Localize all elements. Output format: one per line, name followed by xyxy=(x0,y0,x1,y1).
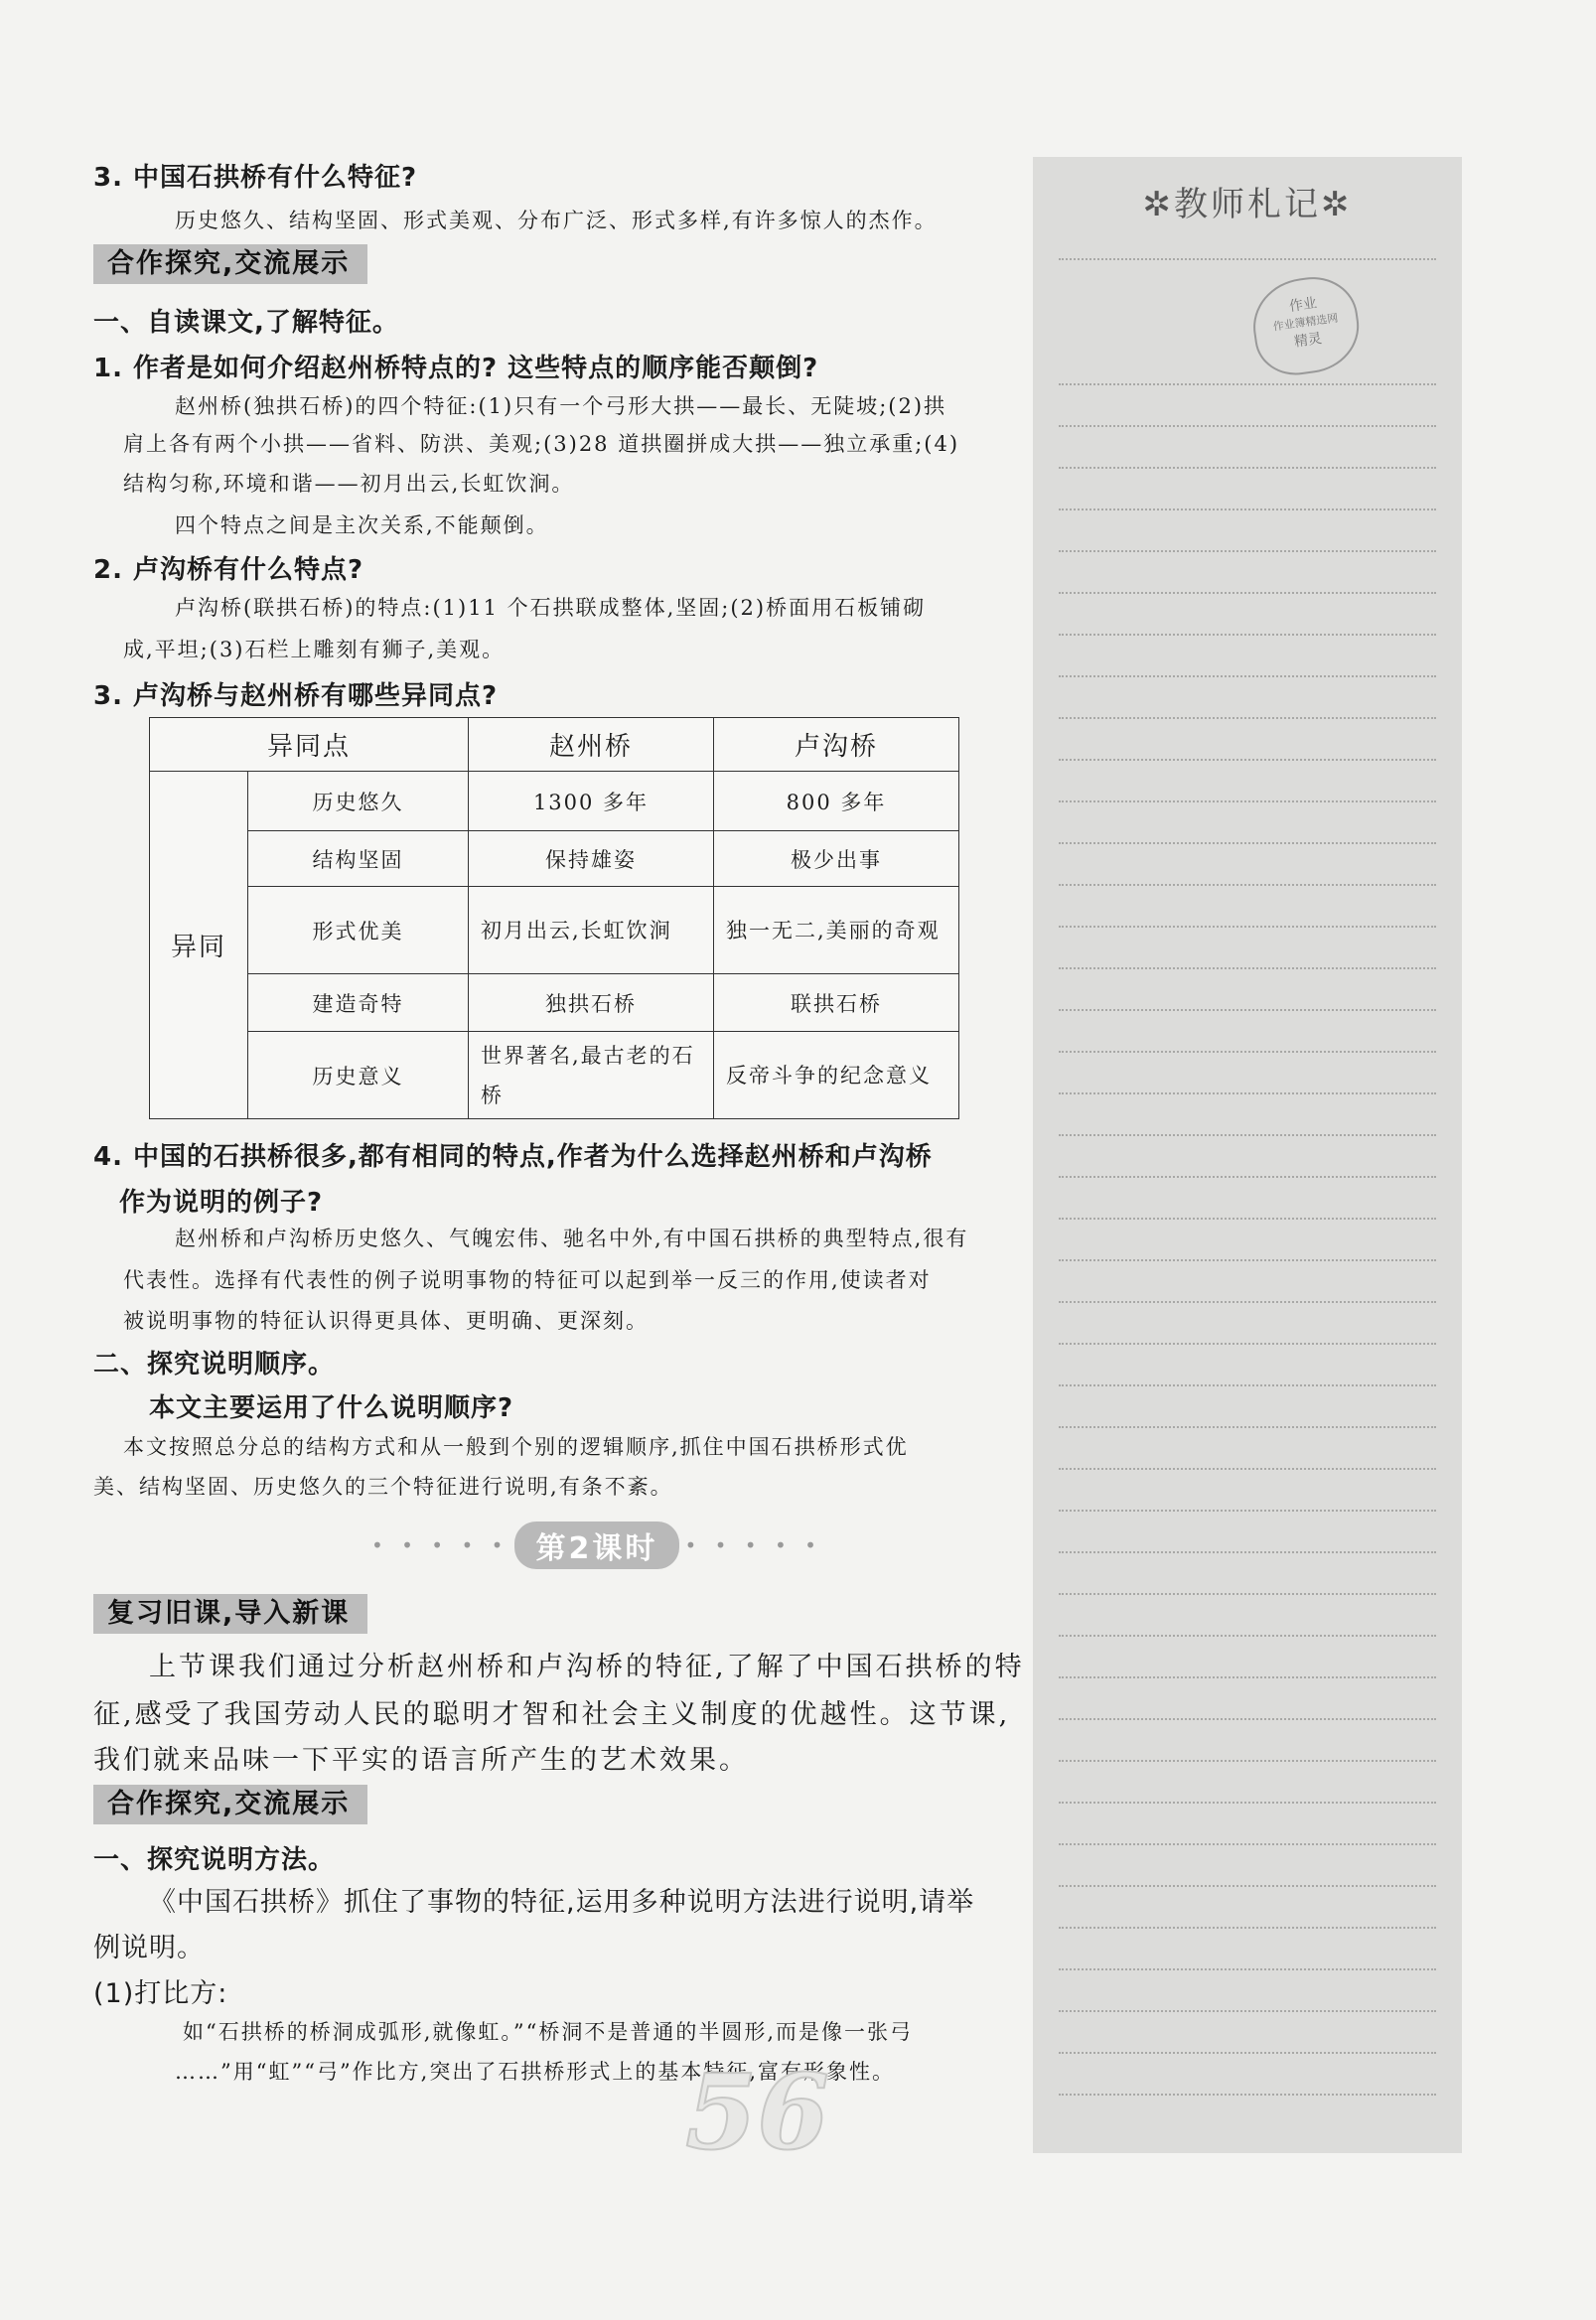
table-row xyxy=(150,772,959,831)
note-line xyxy=(1059,1968,1436,1970)
page-number: 56 xyxy=(685,2051,829,2173)
table-cell: 800 多年 xyxy=(714,772,959,831)
note-line xyxy=(1059,2094,1436,2096)
subquestion-3-title: 3. 卢沟桥与赵州桥有哪些异同点? xyxy=(93,681,499,711)
divider-dots: • • • • • xyxy=(371,1533,509,1557)
teacher-notes-panel xyxy=(1033,157,1462,2153)
subquestion-4-title: 4. 中国的石拱桥很多,都有相同的特点,作者为什么选择赵州桥和卢沟桥 xyxy=(93,1142,933,1172)
note-line xyxy=(1059,884,1436,886)
note-line xyxy=(1059,1134,1436,1136)
answer-line: 代表性。选择有代表性的例子说明事物的特征可以起到举一反三的作用,使读者对 xyxy=(123,1268,932,1292)
comparison-table xyxy=(149,717,959,1119)
review-line: 我们就来品味一下平实的语言所产生的艺术效果。 xyxy=(93,1745,749,1776)
note-line xyxy=(1059,800,1436,802)
note-line xyxy=(1059,1009,1436,1011)
note-line xyxy=(1059,634,1436,636)
note-line xyxy=(1059,2052,1436,2054)
subquestion-2-title: 2. 卢沟桥有什么特点? xyxy=(93,555,364,585)
table-cell: 1300 多年 xyxy=(469,772,714,831)
note-line xyxy=(1059,926,1436,928)
table-cell: 建造奇特 xyxy=(248,974,469,1032)
section-banner-cooperate: 合作探究,交流展示 xyxy=(93,244,367,284)
note-line xyxy=(1059,1635,1436,1637)
note-line xyxy=(1059,508,1436,510)
table-cell: 独一无二,美丽的奇观 xyxy=(714,887,959,974)
note-line xyxy=(1059,1176,1436,1178)
note-line xyxy=(1059,425,1436,427)
divider-dots: • • • • • xyxy=(684,1533,822,1557)
note-line xyxy=(1059,1051,1436,1053)
note-line xyxy=(1059,1218,1436,1220)
review-line: 上节课我们通过分析赵州桥和卢沟桥的特征,了解了中国石拱桥的特 xyxy=(149,1652,1025,1682)
note-line xyxy=(1059,383,1436,385)
note-line xyxy=(1059,717,1436,719)
table-header: 赵州桥 xyxy=(469,718,714,772)
note-line xyxy=(1059,258,1436,260)
note-line xyxy=(1059,550,1436,552)
subquestion-4-title-cont: 作为说明的例子? xyxy=(119,1188,324,1218)
note-line xyxy=(1059,1760,1436,1762)
answer-line: 卢沟桥(联拱石桥)的特点:(1)11 个石拱联成整体,坚固;(2)桥面用石板铺砌 xyxy=(175,596,927,620)
stamp-text: 精灵 xyxy=(1293,330,1324,351)
note-line xyxy=(1059,1927,1436,1929)
section-2-title: 二、探究说明顺序。 xyxy=(93,1350,336,1379)
stamp-text: 作业 xyxy=(1288,295,1319,316)
note-line xyxy=(1059,1259,1436,1261)
note-line xyxy=(1059,1551,1436,1553)
section-banner-review: 复习旧课,导入新课 xyxy=(93,1594,367,1634)
method-1-line: 如“石拱桥的桥洞成弧形,就像虹。”“桥洞不是普通的半圆形,而是像一张弓 xyxy=(183,2020,914,2044)
section-1-title: 一、自读课文,了解特征。 xyxy=(93,308,399,338)
note-line xyxy=(1059,1510,1436,1512)
table-row xyxy=(150,831,959,887)
note-line xyxy=(1059,1885,1436,1887)
table-cell: 独拱石桥 xyxy=(469,974,714,1032)
answer-line: 结构匀称,环境和谐——初月出云,长虹饮涧。 xyxy=(123,472,575,496)
table-cell: 历史悠久 xyxy=(248,772,469,831)
note-line xyxy=(1059,967,1436,969)
note-line xyxy=(1059,1092,1436,1094)
group-label: 异同 xyxy=(150,772,248,1119)
answer-line: 赵州桥和卢沟桥历史悠久、气魄宏伟、驰名中外,有中国石拱桥的典型特点,很有 xyxy=(175,1227,969,1250)
stamp-text: 作业簿精选网 xyxy=(1271,311,1340,334)
teacher-notes-title: ✲教师札记✲ xyxy=(1142,185,1353,224)
table-row xyxy=(150,1032,959,1119)
note-line xyxy=(1059,1593,1436,1595)
answer-line: 被说明事物的特征认识得更具体、更明确、更深刻。 xyxy=(123,1309,649,1333)
note-line xyxy=(1059,675,1436,677)
question-3-answer: 历史悠久、结构坚固、形式美观、分布广泛、形式多样,有许多惊人的杰作。 xyxy=(175,209,938,232)
table-cell: 历史意义 xyxy=(248,1032,469,1119)
answer-line: 本文按照总分总的结构方式和从一般到个别的逻辑顺序,抓住中国石拱桥形式优 xyxy=(123,1435,909,1459)
table-cell: 初月出云,长虹饮涧 xyxy=(469,887,714,974)
note-line xyxy=(1059,1426,1436,1428)
note-line xyxy=(1059,1676,1436,1678)
note-line xyxy=(1059,759,1436,761)
note-line xyxy=(1059,1802,1436,1804)
lesson-label: 第2课时 xyxy=(514,1522,680,1569)
answer-line: 四个特点之间是主次关系,不能颠倒。 xyxy=(175,513,549,537)
method-1-line: ……”用“虹”“弓”作比方,突出了石拱桥形式上的基本特征,富有形象性。 xyxy=(175,2060,896,2084)
note-line xyxy=(1059,1468,1436,1470)
answer-line: 美、结构坚固、历史悠久的三个特征进行说明,有条不紊。 xyxy=(93,1475,673,1499)
table-header: 异同点 xyxy=(150,718,469,772)
answer-line: 赵州桥(独拱石桥)的四个特征:(1)只有一个弓形大拱——最长、无陡坡;(2)拱 xyxy=(175,394,947,418)
table-cell: 形式优美 xyxy=(248,887,469,974)
table-cell: 反帝斗争的纪念意义 xyxy=(714,1032,959,1119)
table-row xyxy=(150,974,959,1032)
note-line xyxy=(1059,842,1436,844)
note-line xyxy=(1059,592,1436,594)
subquestion-1-title: 1. 作者是如何介绍赵州桥特点的? 这些特点的顺序能否颠倒? xyxy=(93,354,819,383)
question-3-title: 3. 中国石拱桥有什么特征? xyxy=(93,163,418,193)
section-2-question: 本文主要运用了什么说明顺序? xyxy=(149,1393,514,1423)
homework-stamp xyxy=(1247,271,1365,380)
table-cell: 世界著名,最古老的石桥 xyxy=(469,1032,714,1119)
table-cell: 极少出事 xyxy=(714,831,959,887)
lesson-divider xyxy=(371,1522,822,1569)
note-line xyxy=(1059,1843,1436,1845)
table-cell: 保持雄姿 xyxy=(469,831,714,887)
section-3-text: 《中国石拱桥》抓住了事物的特征,运用多种说明方法进行说明,请举 xyxy=(149,1887,975,1918)
table-cell: 联拱石桥 xyxy=(714,974,959,1032)
review-line: 征,感受了我国劳动人民的聪明才智和社会主义制度的优越性。这节课, xyxy=(93,1699,1011,1730)
note-line xyxy=(1059,2010,1436,2012)
note-line xyxy=(1059,1301,1436,1303)
section-3-title: 一、探究说明方法。 xyxy=(93,1845,336,1875)
table-header: 卢沟桥 xyxy=(714,718,959,772)
note-line xyxy=(1059,1343,1436,1345)
answer-line: 成,平坦;(3)石栏上雕刻有狮子,美观。 xyxy=(123,638,506,661)
table-cell: 结构坚固 xyxy=(248,831,469,887)
note-line xyxy=(1059,1718,1436,1720)
table-row xyxy=(150,887,959,974)
note-line xyxy=(1059,1384,1436,1386)
method-1-label: (1)打比方: xyxy=(93,1978,228,2009)
note-line xyxy=(1059,467,1436,469)
section-3-text: 例说明。 xyxy=(93,1933,205,1963)
section-banner-cooperate: 合作探究,交流展示 xyxy=(93,1785,367,1824)
answer-line: 肩上各有两个小拱——省料、防洪、美观;(3)28 道拱圈拼成大拱——独立承重;(4) xyxy=(123,432,960,456)
